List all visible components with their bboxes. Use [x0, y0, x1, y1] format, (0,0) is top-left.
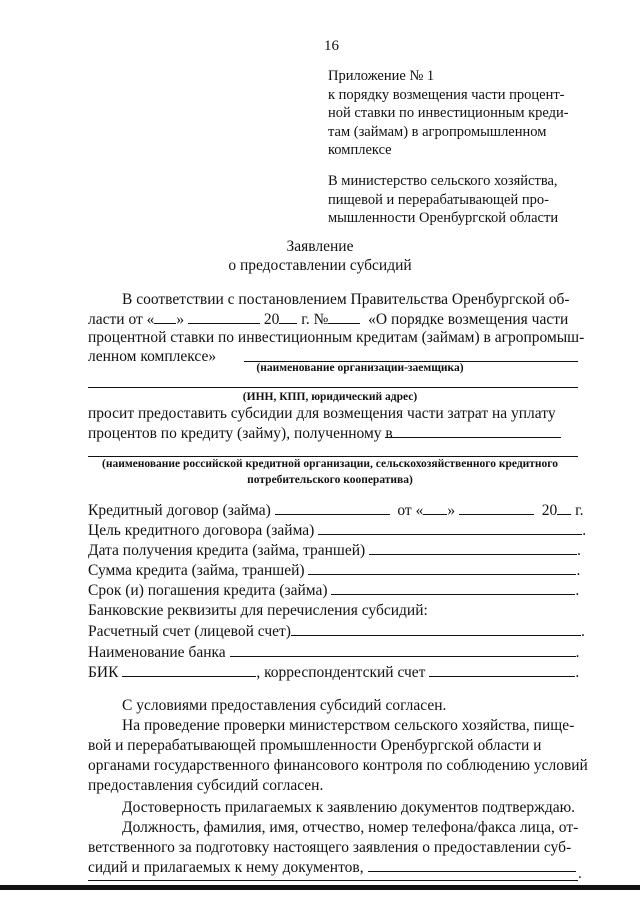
scan-bottom-edge — [0, 885, 640, 890]
intro-line: процентной ставки по инвестиционным кредитам (займам) в агропромыш- — [88, 329, 585, 346]
responsible-line — [88, 857, 576, 878]
amount-field[interactable] — [308, 560, 576, 575]
text: г. № — [301, 311, 329, 328]
text: » — [176, 311, 185, 328]
responsible-line: Должность, фамилия, имя, отчество, номер телефона/факса лица, от- — [122, 819, 579, 836]
label: . — [575, 582, 580, 599]
inspection-line: На проведение проверки министерством сельского хозяйства, пище- — [122, 717, 575, 734]
request-line: просит предоставить субсидии для возмещения части затрат на уплату — [88, 405, 556, 422]
bank-field-2[interactable] — [88, 456, 578, 457]
account-field[interactable] — [291, 621, 581, 636]
intro-line: В соответствии с постановлением Правительства Оренбургской об- — [122, 291, 570, 308]
day-blank[interactable] — [154, 309, 176, 324]
intro-line-date — [88, 309, 568, 330]
caption-org: (наименование организации-заемщика) — [256, 362, 464, 374]
inspection-line: вой и перерабатывающей промышленности Оренбургской области и — [88, 737, 542, 754]
text: сидий и прилагаемых к нему документов, — [88, 859, 364, 876]
responsible-person-field-2[interactable] — [88, 880, 578, 881]
contract-year-field[interactable] — [557, 500, 571, 515]
term-field[interactable] — [331, 580, 575, 595]
appendix-title: Приложение № 1 — [328, 68, 435, 84]
document-title: Заявление — [286, 238, 354, 255]
bank-name-row — [88, 642, 579, 664]
month-blank[interactable] — [188, 309, 260, 324]
responsible-person-field[interactable] — [368, 857, 576, 872]
label: . — [575, 644, 580, 661]
bik-field[interactable] — [122, 662, 256, 677]
account-row — [88, 621, 585, 643]
final-dot: . — [578, 866, 582, 882]
year-blank[interactable] — [279, 309, 297, 324]
date-row — [88, 540, 581, 562]
date-field[interactable] — [369, 540, 577, 555]
label: Кредитный договор (займа) — [88, 502, 271, 519]
contract-number-field[interactable] — [275, 500, 390, 515]
label: . — [582, 522, 587, 539]
bank-name-field[interactable] — [230, 642, 576, 657]
responsible-line: ветственного за подготовку настоящего заявления о предоставлении суб- — [88, 839, 572, 856]
corr-account-field[interactable] — [429, 662, 575, 677]
inn-field[interactable] — [88, 387, 578, 388]
appendix-line: ной ставки по инвестиционным креди- — [328, 105, 569, 121]
contract-row — [88, 500, 584, 522]
inspection-line: предоставления субсидий согласен. — [88, 777, 324, 794]
page-number: 16 — [324, 38, 339, 54]
text: 20 — [263, 311, 280, 328]
term-row — [88, 580, 579, 602]
purpose-row — [88, 520, 586, 542]
addressee-line: В министерство сельского хозяйства, — [328, 173, 558, 189]
label: Цель кредитного договора (займа) — [88, 522, 315, 539]
label: 20 — [541, 502, 558, 519]
bik-row — [88, 662, 579, 684]
appendix-line: там (займам) в агропромышленном — [328, 124, 547, 140]
label: от « — [397, 502, 424, 519]
label: Расчетный счет (лицевой счет) — [88, 623, 291, 640]
label: » — [447, 502, 456, 519]
label: . — [580, 623, 585, 640]
label: , корреспондентский счет — [256, 664, 426, 681]
label: Дата получения кредита (займа, траншей) — [88, 542, 366, 559]
text: «О порядке возмещения части — [368, 311, 569, 328]
request-line: процентов по кредиту (займу), полученному в — [88, 425, 393, 442]
appendix-line: к порядку возмещения части процент- — [328, 87, 565, 103]
label: Наименование банка — [88, 644, 226, 661]
addressee-line: пищевой и перерабатывающей про- — [328, 192, 549, 208]
label: БИК — [88, 664, 119, 681]
label: . — [576, 562, 581, 579]
number-blank[interactable] — [328, 309, 360, 324]
label: . — [577, 542, 581, 559]
text: ласти от « — [88, 311, 155, 328]
caption-bank: потребительского кооператива) — [247, 474, 413, 486]
contract-month-field[interactable] — [459, 500, 534, 515]
agreement-text: С условиями предоставления субсидий согласен. — [122, 697, 447, 714]
addressee-line: мышленности Оренбургской области — [328, 210, 559, 226]
label: Сумма кредита (займа, траншей) — [88, 562, 305, 579]
label: . — [575, 664, 580, 681]
authenticity-text: Достоверность прилагаемых к заявлению документов подтверждаю. — [122, 799, 576, 816]
intro-line: ленном комплексе» — [88, 348, 217, 365]
bank-details-label: Банковские реквизиты для перечисления субсидий: — [88, 602, 428, 619]
bank-field-1[interactable] — [385, 437, 561, 438]
caption-inn: (ИНН, КПП, юридический адрес) — [242, 391, 418, 403]
label: г. — [575, 502, 584, 519]
inspection-line: органами государственного финансового контроля по соблюдению условий — [88, 757, 588, 774]
purpose-field[interactable] — [318, 520, 582, 535]
document-subtitle: о предоставлении субсидий — [228, 257, 412, 274]
contract-day-field[interactable] — [423, 500, 447, 515]
amount-row — [88, 560, 580, 582]
appendix-line: комплексе — [328, 142, 392, 158]
label: Срок (и) погашения кредита (займа) — [88, 582, 328, 599]
caption-bank: (наименование российской кредитной организации, сельскохозяйственного кредитного — [101, 458, 558, 470]
